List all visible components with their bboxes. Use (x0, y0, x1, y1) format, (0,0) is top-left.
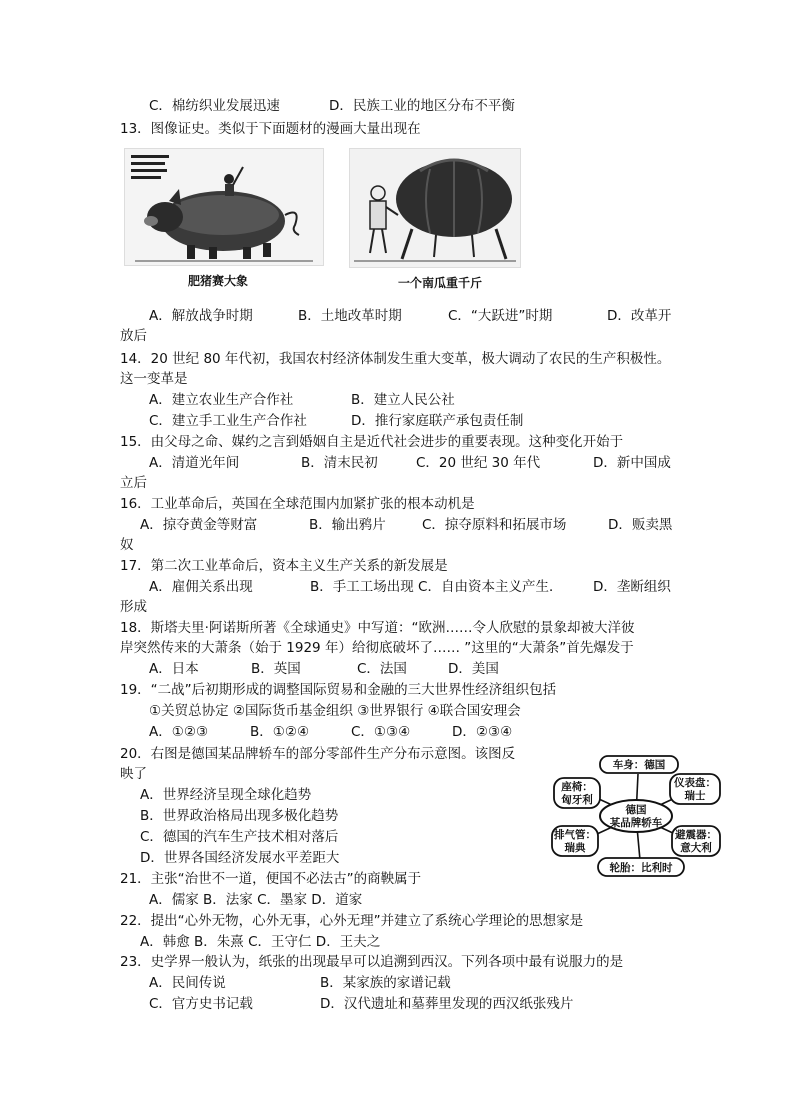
q21-options: A．儒家 B．法家 C．墨家 D．道家 (149, 892, 363, 908)
q22-stem: 22．提出“心外无物，心外无事，心外无理”并建立了系统心学理论的思想家是 (120, 913, 584, 929)
node-tire-label: 轮胎：比利时 (609, 862, 673, 874)
center-label-line1: 德国 (625, 804, 647, 816)
q17-stem: 17．第二次工业革命后，资本主义生产关系的新发展是 (120, 558, 448, 574)
q20-option-d: D．世界各国经济发展水平差距大 (140, 850, 340, 866)
q19-option-b: B．①②④ (250, 724, 310, 740)
q13-option-a: A．解放战争时期 (149, 308, 253, 324)
q19-items: ①关贸总协定 ②国际货币基金组织 ③世界银行 ④联合国安理会 (149, 703, 521, 719)
q20-option-a: A．世界经济呈现全球化趋势 (140, 787, 312, 803)
q15-option-b: B．清末民初 (301, 455, 378, 471)
q23-option-c: C．官方史书记载 (149, 996, 253, 1012)
car-parts-diagram (548, 752, 724, 884)
q16-option-d-cont: 奴 (120, 537, 134, 553)
q15-stem: 15．由父母之命、媒约之言到婚姻自主是近代社会进步的重要表现。这种变化开始于 (120, 434, 624, 450)
q19-stem: 19．“二战”后初期形成的调整国际贸易和金融的三大世界性经济组织包括 (120, 682, 557, 698)
q15-option-d-cont: 立后 (120, 475, 147, 491)
q13-option-d: D．改革开 (607, 308, 672, 324)
q17-option-a: A．雇佣关系出现 (149, 579, 253, 595)
center-label-line2: 某品牌轿车 (609, 817, 663, 829)
q16-stem: 16．工业革命后，英国在全球范围内加紧扩张的根本动机是 (120, 496, 475, 512)
q13-option-b: B．土地改革时期 (298, 308, 402, 324)
q18-stem-cont: 岸突然传来的大萧条（始于 1929 年）给彻底破坏了…… ”这里的“大萧条”首先爆发于 (120, 640, 634, 656)
node-shock-label-2: 意大利 (680, 842, 712, 854)
q14-option-b: B．建立人民公社 (351, 392, 455, 408)
q21-stem: 21．主张“治世不一道，便国不必法古”的商鞅属于 (120, 871, 422, 887)
q18-option-c: C．法国 (357, 661, 407, 677)
node-exhaust-label-1: 排气管： (554, 829, 596, 841)
q14-option-d: D．推行家庭联产承包责任制 (351, 413, 524, 429)
node-dashboard-label-1: 仪表盘： (674, 777, 716, 789)
q14-option-c: C．建立手工业生产合作社 (149, 413, 307, 429)
q13-stem: 13．图像证史。类似于下面题材的漫画大量出现在 (120, 121, 421, 137)
q16-option-d: D．贩卖黑 (608, 517, 673, 533)
q20-option-b: B．世界政治格局出现多极化趋势 (140, 808, 339, 824)
q16-option-c: C．掠夺原料和拓展市场 (422, 517, 567, 533)
q17-option-d: D．垄断组织 (593, 579, 671, 595)
q12-option-d: D．民族工业的地区分布不平衡 (329, 98, 515, 114)
q23-option-b: B．某家族的家谱记载 (320, 975, 451, 991)
node-seat-label-1: 座椅： (561, 781, 593, 793)
q18-option-b: B．英国 (251, 661, 301, 677)
node-seat-label-2: 匈牙利 (561, 794, 593, 806)
cartoon1-caption: 肥猪赛大象 (188, 274, 249, 288)
q16-option-b: B．输出鸦片 (309, 517, 386, 533)
q14-stem: 14．20 世纪 80 年代初，我国农村经济体制发生重大变革，极大调动了农民的生产积极性。 (120, 351, 671, 367)
q19-option-d: D．②③④ (452, 724, 513, 740)
q13-option-d-cont: 放后 (120, 328, 147, 344)
q19-option-c: C．①③④ (351, 724, 411, 740)
cartoon2-caption: 一个南瓜重千斤 (398, 276, 483, 290)
cartoon-giant-pumpkin (349, 148, 521, 268)
q20-stem: 20．右图是德国某品牌轿车的部分零部件生产分布示意图。该图反 (120, 746, 516, 762)
q14-option-a: A．建立农业生产合作社 (149, 392, 294, 408)
q20-option-c: C．德国的汽车生产技术相对落后 (140, 829, 339, 845)
node-exhaust-label-2: 瑞典 (564, 842, 586, 854)
q18-option-a: A．日本 (149, 661, 199, 677)
q19-option-a: A．①②③ (149, 724, 209, 740)
q15-option-a: A．清道光年间 (149, 455, 240, 471)
q16-option-a: A．掠夺黄金等财富 (140, 517, 258, 533)
q12-option-c: C．棉纺织业发展迅速 (149, 98, 280, 114)
q20-stem-cont: 映了 (120, 766, 147, 782)
q23-option-a: A．民间传说 (149, 975, 226, 991)
cartoon-fat-pig (124, 148, 324, 266)
q23-stem: 23．史学界一般认为，纸张的出现最早可以追溯到西汉。下列各项中最有说服力的是 (120, 954, 624, 970)
q13-option-c: C．“大跃进”时期 (448, 308, 553, 324)
q15-option-d: D．新中国成 (593, 455, 671, 471)
q15-option-c: C．20 世纪 30 年代 (416, 455, 541, 471)
q17-option-d-cont: 形成 (120, 599, 147, 615)
node-shock-label-1: 避震器： (675, 829, 717, 841)
q18-stem: 18．斯塔夫里·阿诺斯所著《全球通史》中写道：“欧洲……令人欣慰的景象却被大洋彼 (120, 620, 635, 636)
node-body-label: 车身：德国 (612, 759, 666, 771)
q14-stem-cont: 这一变革是 (120, 371, 188, 387)
q17-option-b-c: B．手工工场出现 C．自由资本主义产生． (310, 579, 563, 595)
q22-options: A．韩愈 B．朱熹 C．王守仁 D．王夫之 (140, 934, 381, 950)
car-parts-diagram-svg (548, 752, 724, 880)
q18-option-d: D．美国 (448, 661, 499, 677)
q23-option-d: D．汉代遗址和墓葬里发现的西汉纸张残片 (320, 996, 574, 1012)
node-dashboard-label-2: 瑞士 (684, 790, 706, 802)
